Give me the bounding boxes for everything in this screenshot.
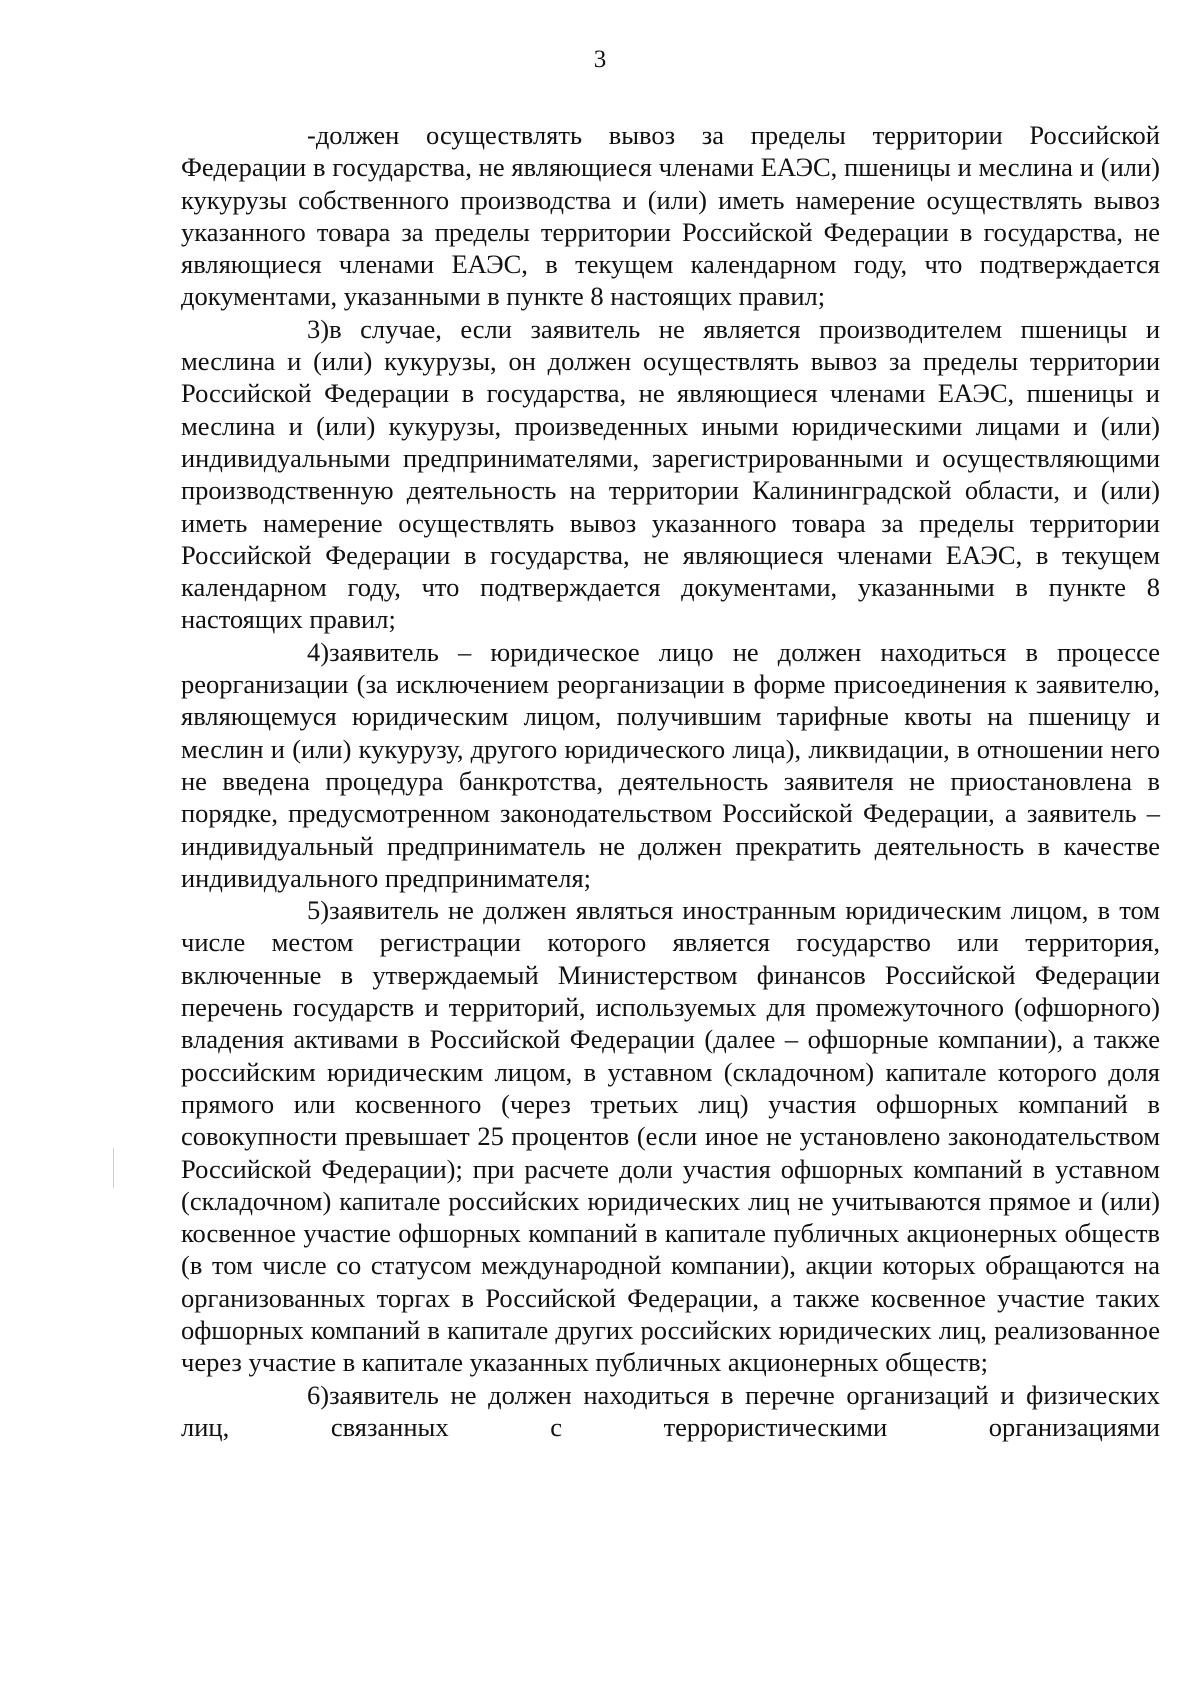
paragraph-item-6: [181, 1379, 1160, 1444]
paragraph-text: заявитель не должен находиться в перечне организаций и физических лиц, связанных с террористическими организациями: [181, 1379, 1160, 1442]
paragraph-dash-item: [181, 119, 1160, 313]
document-body: [181, 119, 1160, 1443]
paragraph-text: должен осуществлять вывоз за пределы территории Российской Федерации в государства, не являющиеся членами ЕАЭС, пшеницы и меслина и (или) кукурузы собственного производства и (или) иметь намерение осуществлять вывоз указанного товара за пределы территории Российской Федерации в государства, не являющиеся членами ЕАЭС, в текущем календарном году, что подтверждается документами, указанными в пункте 8 настоящих правил;: [181, 120, 1160, 312]
paragraph-text: заявитель не должен являться иностранным юридическим лицом, в том числе местом регистрации которого является государство или территория, включенные в утверждаемый Министерством финансов Российской Федерации перечень государств и территорий, используемых для промежуточного (офшорного) владения активами в Российской Федерации (далее – офшорные компании), а также российским юридическим лицом, в уставном (складочном) капитале которого доля прямого или косвенного (через третьих лиц) участия офшорных компаний в совокупности превышает 25 процентов (если иное не установлено законодательством Российской Федерации); при расчете доли участия офшорных компаний в уставном (складочном) капитале российских юридических лиц не учитываются прямое и (или) косвенное участие офшорных компаний в капитале публичных акционерных обществ (в том числе со статусом международной компании), акции которых обращаются на организованных торгах в Российской Федерации, а также косвенное участие таких офшорных компаний в капитале других российских юридических лиц, реализованное через участие в капитале указанных публичных акционерных обществ;: [181, 895, 1160, 1378]
paragraph-item-3: [181, 313, 1160, 636]
page-number: 3: [593, 46, 607, 73]
list-marker: 4): [307, 636, 330, 667]
paragraph-item-4: [181, 636, 1160, 894]
list-marker: 6): [307, 1379, 330, 1410]
scan-margin-mark: [113, 1148, 114, 1188]
list-marker: 3): [307, 313, 330, 344]
list-marker: 5): [307, 895, 330, 926]
list-marker: -: [307, 120, 316, 150]
paragraph-item-5: [181, 894, 1160, 1378]
paragraph-text: в случае, если заявитель не является производителем пшеницы и меслина и (или) кукурузы, он должен осуществлять вывоз за пределы территории Российской Федерации в государства, не являющиеся членами ЕАЭС, пшеницы и меслина и (или) кукурузы, произведенных иными юридическими лицами и (или) индивидуальными предпринимателями, зарегистрированными и осуществляющими производственную деятельность на территории Калининградской области, и (или) иметь намерение осуществлять вывоз указанного товара за пределы территории Российской Федерации в государства, не являющиеся членами ЕАЭС, в текущем календарном году, что подтверждается документами, указанными в пункте 8 настоящих правил;: [181, 313, 1160, 635]
paragraph-text: заявитель – юридическое лицо не должен находиться в процессе реорганизации (за исключением реорганизации в форме присоединения к заявителю, являющемуся юридическим лицом, получившим тарифные квоты на пшеницу и меслин и (или) кукурузу, другого юридического лица), ликвидации, в отношении него не введена процедура банкротства, деятельность заявителя не приостановлена в порядке, предусмотренном законодательством Российской Федерации, а заявитель – индивидуальный предприниматель не должен прекратить деятельность в качестве индивидуального предпринимателя;: [181, 636, 1160, 893]
